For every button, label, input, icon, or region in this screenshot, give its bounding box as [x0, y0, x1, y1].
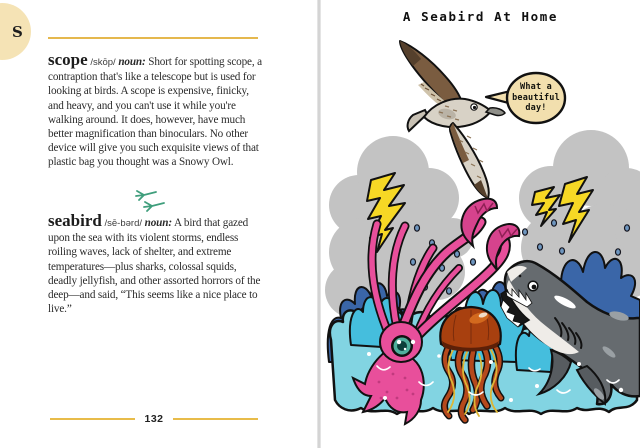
entry-pronunciation: /skōp/: [90, 57, 116, 68]
seabird-illustration: [321, 0, 640, 448]
entry-pronunciation: /sē-bərd/: [104, 218, 142, 229]
squid-eye: [391, 335, 413, 357]
left-page: [0, 0, 317, 448]
entry-headword: seabird: [48, 211, 102, 230]
entry-part-of-speech: noun:: [144, 217, 172, 229]
page-number-rule-right: [173, 418, 258, 420]
speech-bubble-text: What a beautiful day!: [512, 82, 560, 113]
right-page: [321, 0, 640, 448]
letter-tab: [0, 3, 31, 60]
page-number: 132: [144, 413, 164, 425]
top-rule: [48, 37, 258, 39]
letter-tab-label: S: [12, 23, 23, 41]
page-number-row: [50, 413, 258, 425]
entry-part-of-speech: noun:: [118, 56, 146, 68]
page-number-rule-left: [50, 418, 135, 420]
entry-headword: scope: [48, 50, 88, 69]
bird-tail: [408, 110, 427, 131]
entry-definition: Short for spotting scope, a contraption that's like a telescope but is used for looking at birds. A scope is expensive, finicky, and heavy, and you can't use it while you're walking around. It does, however, have much better magnification than binoculars. No other device will give you such exquisite views of that plastic bag you thought was a Snowy Owl.: [48, 56, 262, 169]
dictionary-entry-scope: [48, 50, 262, 170]
bird-body: [424, 99, 491, 127]
dictionary-entry-seabird: [48, 211, 262, 316]
illustration-title: A Seabird At Home: [402, 9, 559, 24]
entry-definition: A bird that gazed upon the sea with its violent storms, endless roiling waves, lack of shelter, and extreme temperatures—plus sharks, colossal squids, deadly jellyfish, and other assorted horrors of the deep—and said, “This seems like a nice place to live.”: [48, 217, 261, 316]
